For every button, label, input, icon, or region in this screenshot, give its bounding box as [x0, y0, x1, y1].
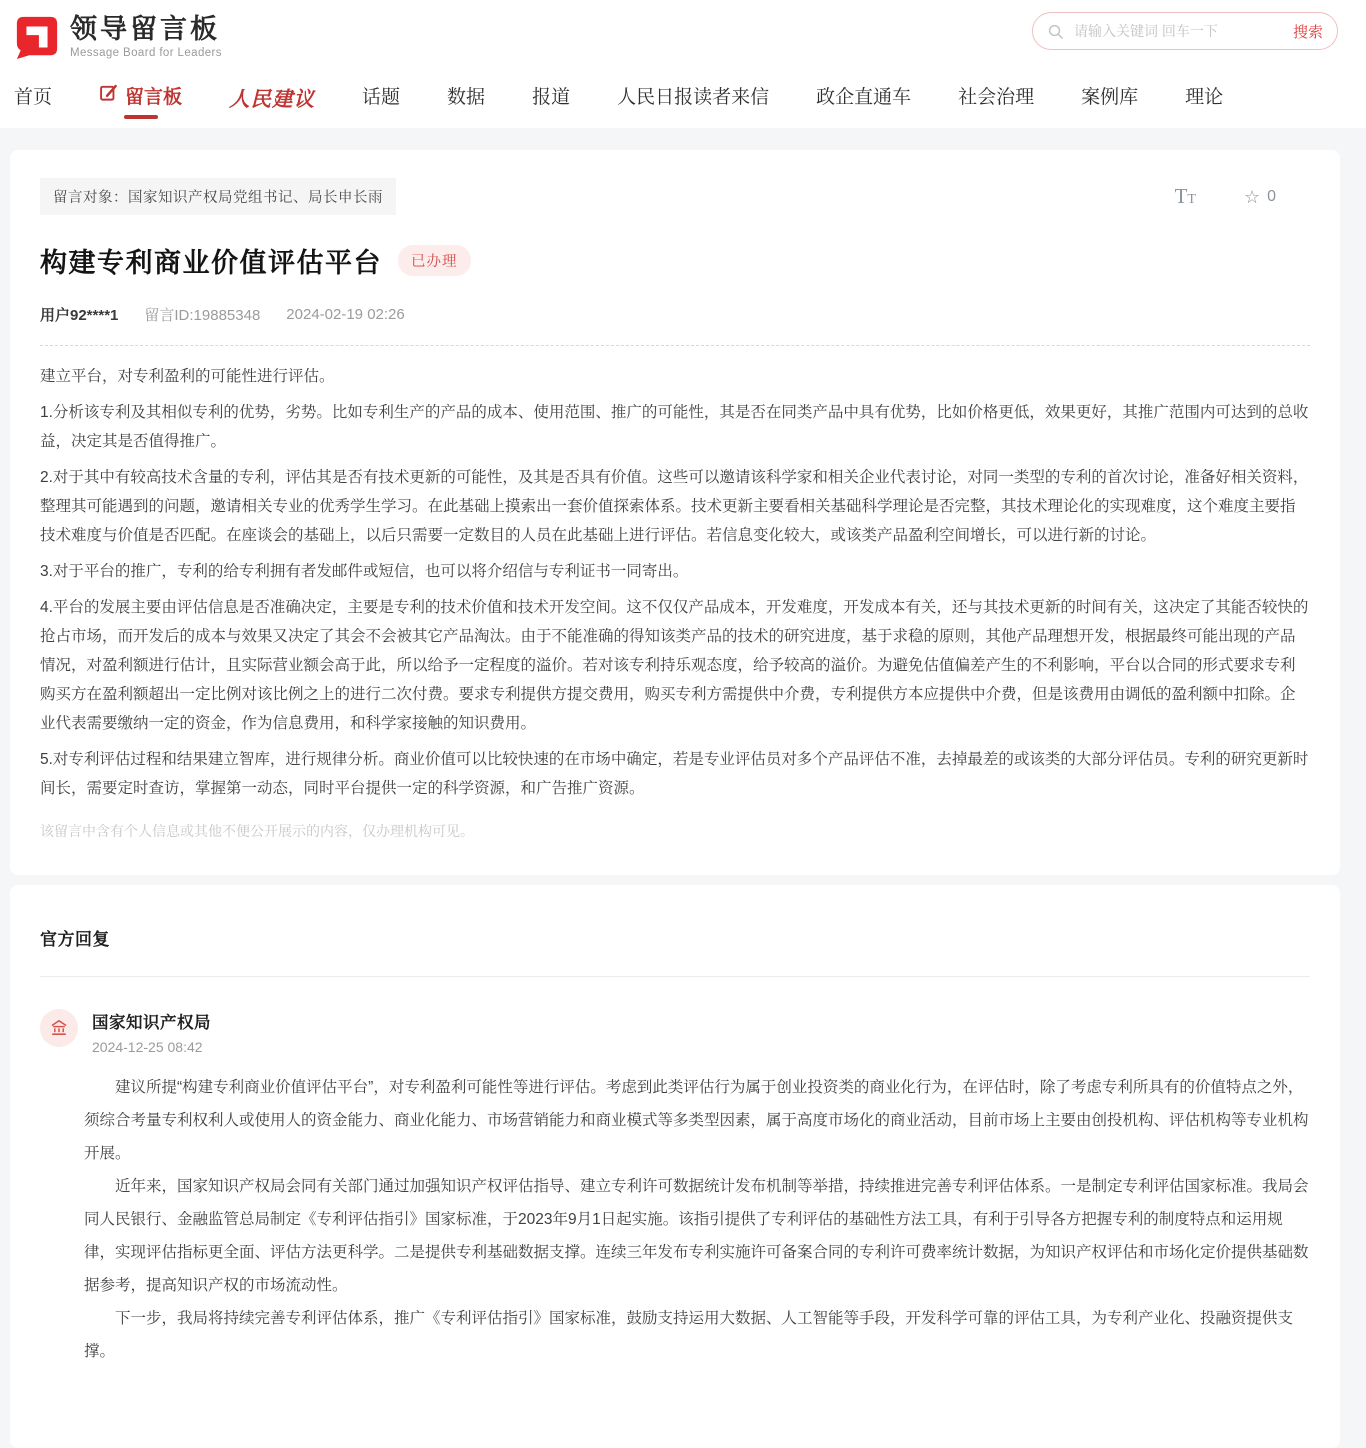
- reply-paragraph: 近年来，国家知识产权局会同有关部门通过加强知识产权评估指导、建立专利许可数据统计发布机制等举措，持续推进完善专利评估体系。一是制定专利评估国家标准。我局会同人民银行、金融监管总局制定《专利评估指引》国家标准，于2023年9月1日起实施。该指引提供了专利评估的基础性方法工具，有利于引导各方把握专利的制度特点和运用规律，实现评估指标更全面、评估方法更科学。二是提供专利基础数据支撑。连续三年发布专利实施许可备案合同的专利许可费率统计数据，为知识产权评估和市场化定价提供基础数据参考，提高知识产权的市场流动性。: [84, 1178, 1309, 1294]
- reply-body: [84, 1071, 1310, 1368]
- favorite-count: 0: [1267, 187, 1276, 205]
- brand-subtitle: Message Board for Leaders: [70, 46, 222, 59]
- message-card: [10, 150, 1340, 875]
- message-meta: [40, 304, 1310, 325]
- nav-item-topics[interactable]: 话题: [362, 87, 401, 108]
- main-nav: [0, 66, 1366, 128]
- nav-item-social-governance[interactable]: 社会治理: [958, 87, 1035, 108]
- brand-title: 领导留言板: [70, 14, 220, 45]
- message-paragraph: 5.对专利评估过程和结果建立智库，进行规律分析。商业价值可以比较快速的在市场中确定，若是专业评估员对多个产品评估不准，去掉最差的或该类的大部分评估员。专利的研究更新时间长，需要定时查访，掌握第一动态，同时平台提供一定的科学资源，和广告推广资源。: [40, 751, 1309, 797]
- message-paragraph: 2.对于其中有较高技术含量的专利，评估其是否有技术更新的可能性，及其是否具有价值。这些可以邀请该科学家和相关企业代表讨论，对同一类型的专利的首次讨论，准备好相关资料，整理其可能遇到的问题，邀请相关专业的优秀学生学习。在此基础上摸索出一套价值探索体系。技术更新主要看相关基础科学理论是否完整，其技术理论化的实现难度，这个难度主要指技术难度与价值是否匹配。在座谈会的基础上，以后只需要一定数目的人员在此基础上进行评估。若信息变化较大，或该类产品盈利空间增长，可以进行新的讨论。: [40, 469, 1309, 544]
- message-paragraph: 建立平台，对专利盈利的可能性进行评估。: [40, 368, 335, 385]
- message-target-tag: 留言对象：国家知识产权局党组书记、局长申长雨: [40, 178, 396, 215]
- nav-item-message-board[interactable]: [99, 82, 182, 125]
- nav-item-gov-enterprise[interactable]: 政企直通车: [816, 87, 912, 108]
- nav-item-case-library[interactable]: 案例库: [1081, 87, 1139, 108]
- message-paragraph: 4.平台的发展主要由评估信息是否准确决定，主要是专利的技术价值和技术开发空间。这不仅仅产品成本，开发难度，开发成本有关，还与其技术更新的时间有关，这决定了其能否较快的抢占市场，而开发后的成本与效果又决定了其会不会被其它产品淘汰。由于不能准确的得知该类产品的技术的研究进度，基于求稳的原则，其他产品理想开发，根据最终可能出现的产品情况，对盈利额进行估计，且实际营业额会高于此，所以给予一定程度的溢价。若对该专利持乐观态度，给予较高的溢价。为避免估值偏差产生的不利影响，平台以合同的形式要求专利购买方在盈利额超出一定比例对该比例之上的进行二次付费。要求专利提供方提交费用，购买专利方需提供中介费，专利提供方本应提供中介费，但是该费用由调低的盈利额中扣除。企业代表需要缴纳一定的资金，作为信息费用，和科学家接触的知识费用。: [40, 599, 1309, 732]
- page-title: 构建专利商业价值评估平台: [40, 248, 382, 278]
- nav-item-label: 留言板: [125, 87, 183, 108]
- message-paragraph: 3.对于平台的推广，专利的给专利拥有者发邮件或短信，也可以将介绍信与专利证书一同寄出。: [40, 563, 689, 580]
- privacy-note: 该留言中含有个人信息或其他不便公开展示的内容，仅办理机构可见。: [40, 823, 474, 839]
- reply-header: [40, 1009, 1310, 1055]
- message-title-row: [40, 241, 1310, 280]
- reply-divider: [40, 976, 1310, 977]
- status-badge: 已办理: [398, 245, 471, 276]
- government-building-icon: [49, 1018, 69, 1038]
- font-size-toggle[interactable]: TT: [1174, 184, 1196, 208]
- reply-paragraph: 下一步，我局将持续完善专利评估体系，推广《专利评估指引》国家标准，鼓励支持运用大数据、人工智能等手段，开发科学可靠的评估工具，为专利产业化、投融资提供支撑。: [84, 1310, 1294, 1360]
- edit-pencil-icon: [99, 83, 118, 108]
- message-body: [40, 362, 1310, 803]
- favorite-button[interactable]: [1244, 188, 1276, 206]
- reply-item: [40, 1009, 1310, 1368]
- reply-section-title: 官方回复: [40, 930, 110, 949]
- message-user: 用户92****1: [40, 307, 119, 324]
- nav-item-home[interactable]: 首页: [14, 87, 53, 108]
- header-top: [0, 0, 1366, 66]
- reply-paragraph: 建议所提“构建专利商业价值评估平台”，对专利盈利可能性等进行评估。考虑到此类评估行为属于创业投资类的商业化行为，在评估时，除了考虑专利所具有的价值特点之外，须综合考量专利权利人或使用人的资金能力、商业化能力、市场营销能力和商业模式等多类型因素，属于高度市场化的商业活动，目前市场上主要由创投机构、评估机构等专业机构开展。: [84, 1079, 1309, 1162]
- star-icon: ☆: [1243, 186, 1261, 207]
- reply-card: [10, 885, 1340, 1448]
- main-content: [0, 150, 1366, 1448]
- nav-item-theory[interactable]: 理论: [1185, 87, 1224, 108]
- nav-item-data[interactable]: 数据: [447, 87, 486, 108]
- message-tools: [1175, 184, 1310, 209]
- message-paragraph: 1.分析该专利及其相似专利的优势，劣势。比如专利生产的产品的成本、使用范围、推广的可能性，其是否在同类产品中具有优势，比如价格更低，效果更好，其推广范围内可达到的总收益，决定其是否值得推广。: [40, 404, 1309, 450]
- nav-item-reader-letters[interactable]: 人民日报读者来信: [617, 87, 770, 108]
- logo-icon: [14, 14, 60, 60]
- message-card-top: [40, 178, 1310, 215]
- meta-divider: [40, 345, 1310, 346]
- reply-author-block: [92, 1009, 211, 1055]
- agency-name: 国家知识产权局: [92, 1014, 211, 1032]
- search-icon: [1047, 23, 1064, 40]
- reply-time: 2024-12-25 08:42: [92, 1039, 203, 1055]
- nav-item-reports[interactable]: 报道: [532, 87, 571, 108]
- search-button[interactable]: 搜索: [1292, 23, 1323, 41]
- message-id: 留言ID:19885348: [144, 307, 261, 324]
- site-logo[interactable]: [14, 14, 222, 60]
- brand-text: [70, 15, 222, 58]
- agency-avatar: [40, 1009, 78, 1047]
- site-header: [0, 0, 1366, 128]
- search-input[interactable]: [1072, 22, 1293, 40]
- message-time: 2024-02-19 02:26: [286, 306, 405, 323]
- nav-item-people-suggestions[interactable]: 人民建议: [229, 88, 316, 111]
- search-box: [1032, 12, 1338, 50]
